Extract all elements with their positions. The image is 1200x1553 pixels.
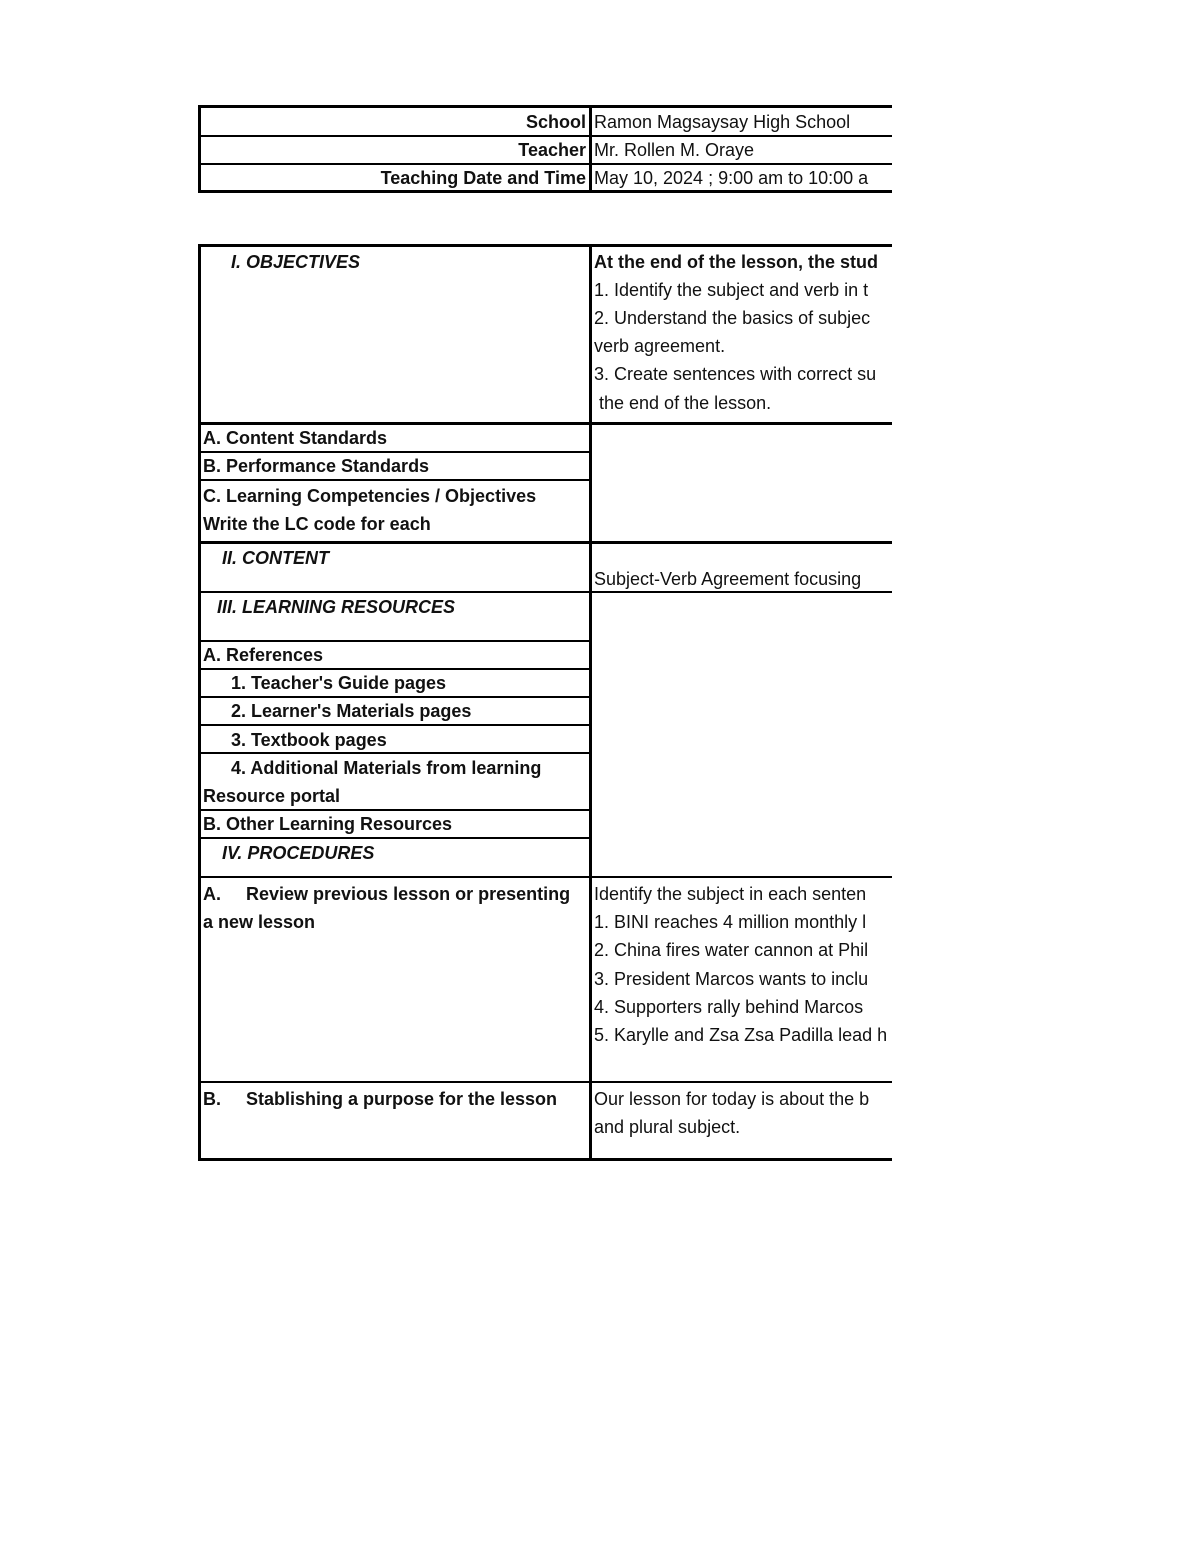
objective-item-3: 3. Create sentences with correct su — [594, 364, 877, 384]
row-divider — [198, 1081, 892, 1083]
header-table-border — [198, 105, 892, 108]
textbook-label: 3. Textbook pages — [231, 730, 387, 750]
row-divider — [198, 696, 591, 698]
objective-item-3-cont: the end of the lesson. — [594, 393, 772, 413]
purpose-text: Our lesson for today is about the b — [594, 1089, 870, 1109]
main-table-border — [198, 244, 892, 247]
references-label: A. References — [203, 645, 324, 665]
review-item-4: 4. Supporters rally behind Marcos — [594, 997, 864, 1017]
row-divider — [198, 876, 892, 878]
row-divider — [198, 451, 591, 453]
purpose-cell — [594, 1085, 892, 1157]
date-value-cell — [594, 166, 892, 192]
date-label: Teaching Date and Time — [380, 168, 586, 188]
other-resources-label: B. Other Learning Resources — [203, 814, 453, 834]
review-item-1: 1. BINI reaches 4 million monthly l — [594, 912, 867, 932]
date-value: May 10, 2024 ; 9:00 am to 10:00 a — [594, 168, 869, 188]
row-divider — [198, 479, 591, 481]
review-cell — [594, 880, 892, 1080]
content-heading: II. CONTENT — [222, 548, 329, 568]
row-divider — [198, 541, 892, 544]
purpose-text-cont: and plural subject. — [594, 1117, 741, 1137]
school-value-cell — [594, 110, 892, 136]
learning-competencies-label: C. Learning Competencies / Objectives — [203, 486, 537, 506]
row-divider — [198, 640, 591, 642]
main-table-border — [198, 244, 201, 1161]
procedures-heading: IV. PROCEDURES — [222, 843, 375, 863]
teacher-value-cell — [594, 138, 892, 164]
content-value: Subject-Verb Agreement focusing — [594, 569, 862, 589]
purpose-label: B. Stablishing a purpose for the lesson — [203, 1089, 558, 1109]
teacher-guide-label: 1. Teacher's Guide pages — [231, 673, 447, 693]
review-lesson-label: A. Review previous lesson or presenting — [203, 884, 571, 904]
row-divider — [198, 668, 591, 670]
school-value: Ramon Magsaysay High School — [594, 112, 851, 132]
objectives-cell — [594, 248, 892, 420]
row-divider — [198, 422, 892, 425]
review-item-2: 2. China fires water cannon at Phil — [594, 940, 869, 960]
school-label: School — [525, 112, 586, 132]
performance-standards-label: B. Performance Standards — [203, 456, 430, 476]
objective-item-2-cont: verb agreement. — [594, 336, 726, 356]
learning-resources-heading: III. LEARNING RESOURCES — [217, 597, 456, 617]
row-divider — [198, 752, 591, 754]
row-divider — [198, 724, 591, 726]
objectives-intro: At the end of the lesson, the stud — [594, 252, 879, 272]
lc-code-label: Write the LC code for each — [203, 514, 431, 534]
objective-item-2: 2. Understand the basics of subjec — [594, 308, 871, 328]
teacher-value: Mr. Rollen M. Oraye — [594, 140, 755, 160]
main-table-border — [198, 1158, 892, 1161]
header-table-divider — [589, 105, 592, 193]
review-item-5: 5. Karylle and Zsa Zsa Padilla lead h — [594, 1025, 888, 1045]
content-value-cell — [594, 546, 892, 590]
objectives-heading: I. OBJECTIVES — [231, 252, 361, 272]
row-divider — [198, 837, 591, 839]
review-lesson-label-cont: a new lesson — [203, 912, 316, 932]
row-divider — [198, 809, 591, 811]
additional-materials-label: 4. Additional Materials from learning — [231, 758, 542, 778]
objective-item-1: 1. Identify the subject and verb in t — [594, 280, 869, 300]
main-table-divider — [589, 244, 592, 1161]
teacher-label: Teacher — [518, 140, 586, 160]
content-standards-label: A. Content Standards — [203, 428, 388, 448]
row-divider — [198, 591, 892, 593]
learner-materials-label: 2. Learner's Materials pages — [231, 701, 472, 721]
resource-portal-label: Resource portal — [203, 786, 341, 806]
review-item-3: 3. President Marcos wants to inclu — [594, 969, 869, 989]
review-intro: Identify the subject in each senten — [594, 884, 867, 904]
